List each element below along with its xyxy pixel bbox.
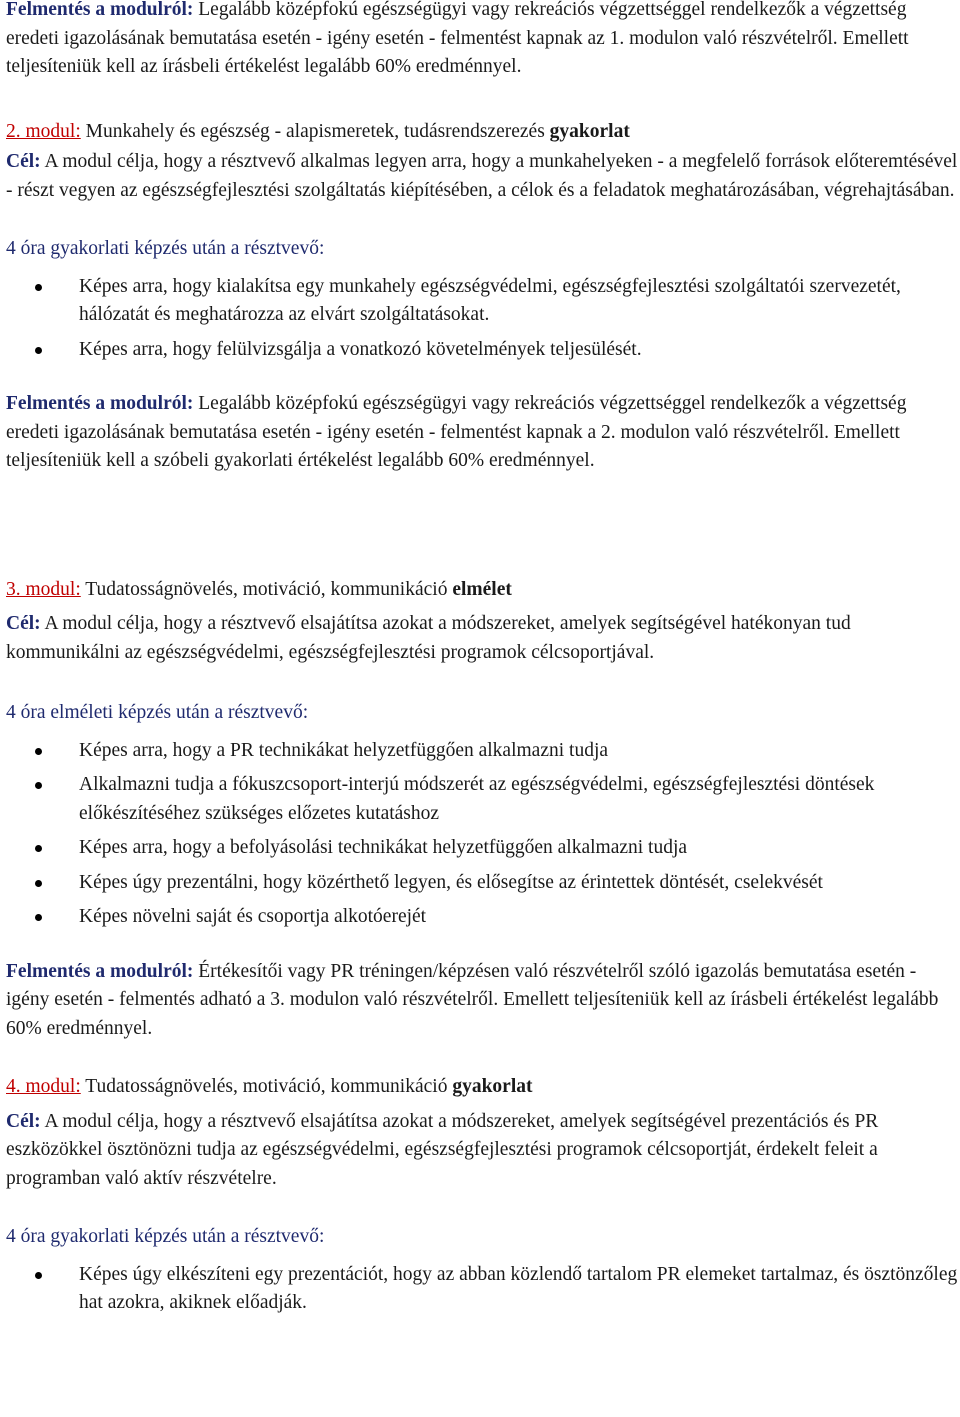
- list-item: Képes úgy elkészíteni egy prezentációt, hogy az abban közlendő tartalom PR elemeket tartalmaz, és ösztönzőleg hat azokra, akiknek előadják.: [6, 1261, 958, 1318]
- goal-text: A modul célja, hogy a résztvevő elsajátítsa azokat a módszereket, amelyek segítségével prezentációs és PR eszközökkel ösztönözni tudja az egészségvédelmi, egészségfejlesztési programok célcsoportját, érdekelt feleit a programban való aktív részvételre.: [6, 1110, 879, 1189]
- goal-label: Cél:: [6, 613, 41, 634]
- module-number: 3. modul:: [6, 578, 81, 600]
- goal-text: A modul célja, hogy a résztvevő alkalmas legyen arra, hogy a munkahelyeken - a megfelelő források előteremtésével - részt vegyen az egészségfejlesztési szolgáltatás kiépítésében, a célok és a feladatok meghatározásában, végrehajtásában.: [6, 151, 958, 201]
- module-kind: gyakorlat: [549, 120, 630, 142]
- list-item: Képes arra, hogy a PR technikákat helyzetfüggően alkalmazni tudja: [6, 737, 958, 766]
- module-kind: elmélet: [452, 578, 512, 600]
- module3-outcome-list: [6, 737, 958, 932]
- module1-exemption-paragraph: [6, 0, 958, 82]
- module2-heading: [6, 118, 958, 147]
- exemption-label: Felmentés a modulról:: [6, 960, 194, 982]
- exemption-text: Értékesítői vagy PR tréningen/képzésen való részvételről szóló igazolás bemutatása esetén - igény esetén - felmentés adható a 3. modulon való részvételről. Emellett teljesíteniük kell az írásbeli értékelést legalább 60% eredménnyel.: [6, 960, 939, 1039]
- exemption-label: Felmentés a modulról:: [6, 393, 194, 414]
- exemption-text: Legalább középfokú egészségügyi vagy rekreációs végzettséggel rendelkezők a végzettség eredeti igazolásának bemutatása esetén - igény esetén - felmentést kapnak az 1. modulon való részvételről. Emellett teljesíteniük kell az írásbeli értékelést legalább 60% eredménnyel.: [6, 0, 909, 77]
- module2-outcome-list: [6, 273, 958, 365]
- module4-outcome-list: [6, 1261, 958, 1318]
- module2-training-heading: 4 óra gyakorlati képzés után a résztvevő:: [6, 238, 325, 259]
- list-item: Képes arra, hogy kialakítsa egy munkahely egészségvédelmi, egészségfejlesztési szolgáltatói szervezetét, hálózatát és meghatározza az elvárt szolgáltatásokat.: [6, 273, 958, 330]
- module4-goal: [6, 1108, 958, 1194]
- module2-exemption-paragraph: [6, 390, 958, 476]
- goal-text: A modul célja, hogy a résztvevő elsajátítsa azokat a módszereket, amelyek segítségével hatékonyan tud kommunikálni az egészségvédelmi, egészségfejlesztési programok célcsoportjával.: [6, 613, 851, 663]
- module-title: Tudatosságnövelés, motiváció, kommunikáció: [80, 1076, 453, 1097]
- goal-label: Cél:: [6, 1110, 41, 1132]
- module3-exemption-paragraph: [6, 958, 958, 1044]
- exemption-label: Felmentés a modulról:: [6, 0, 194, 20]
- module-title: Munkahely és egészség - alapismeretek, tudásrendszerezés: [80, 120, 550, 142]
- module-kind: gyakorlat: [452, 1076, 533, 1097]
- list-item: Képes növelni saját és csoportja alkotóerejét: [6, 903, 958, 932]
- module4-training-heading: 4 óra gyakorlati képzés után a résztvevő:: [6, 1226, 325, 1247]
- module3-heading: [6, 576, 958, 605]
- list-item: Képes úgy prezentálni, hogy közérthető legyen, és elősegítse az érintettek döntését, cselekvését: [6, 869, 958, 898]
- module2-goal: [6, 148, 958, 205]
- list-item: Képes arra, hogy a befolyásolási technikákat helyzetfüggően alkalmazni tudja: [6, 834, 958, 863]
- module-title: Tudatosságnövelés, motiváció, kommunikáció: [80, 578, 453, 600]
- module4-heading: [6, 1073, 958, 1102]
- exemption-text: Legalább középfokú egészségügyi vagy rekreációs végzettséggel rendelkezők a végzettség eredeti igazolásának bemutatása esetén - igény esetén - felmentést kapnak a 2. modulon való részvételről. Emellett teljesíteniük kell a szóbeli gyakorlati értékelést legalább 60% eredménnyel.: [6, 393, 907, 471]
- list-item: Képes arra, hogy felülvizsgálja a vonatkozó követelmények teljesülését.: [6, 336, 958, 365]
- goal-label: Cél:: [6, 151, 41, 172]
- module3-goal: [6, 610, 958, 667]
- module-number: 4. modul:: [6, 1076, 81, 1097]
- list-item: Alkalmazni tudja a fókuszcsoport-interjú módszerét az egészségvédelmi, egészségfejlesztési döntések előkészítéséhez szükséges előzetes kutatáshoz: [6, 771, 958, 828]
- module-number: 2. modul:: [6, 120, 81, 142]
- module3-training-heading: 4 óra elméleti képzés után a résztvevő:: [6, 702, 309, 723]
